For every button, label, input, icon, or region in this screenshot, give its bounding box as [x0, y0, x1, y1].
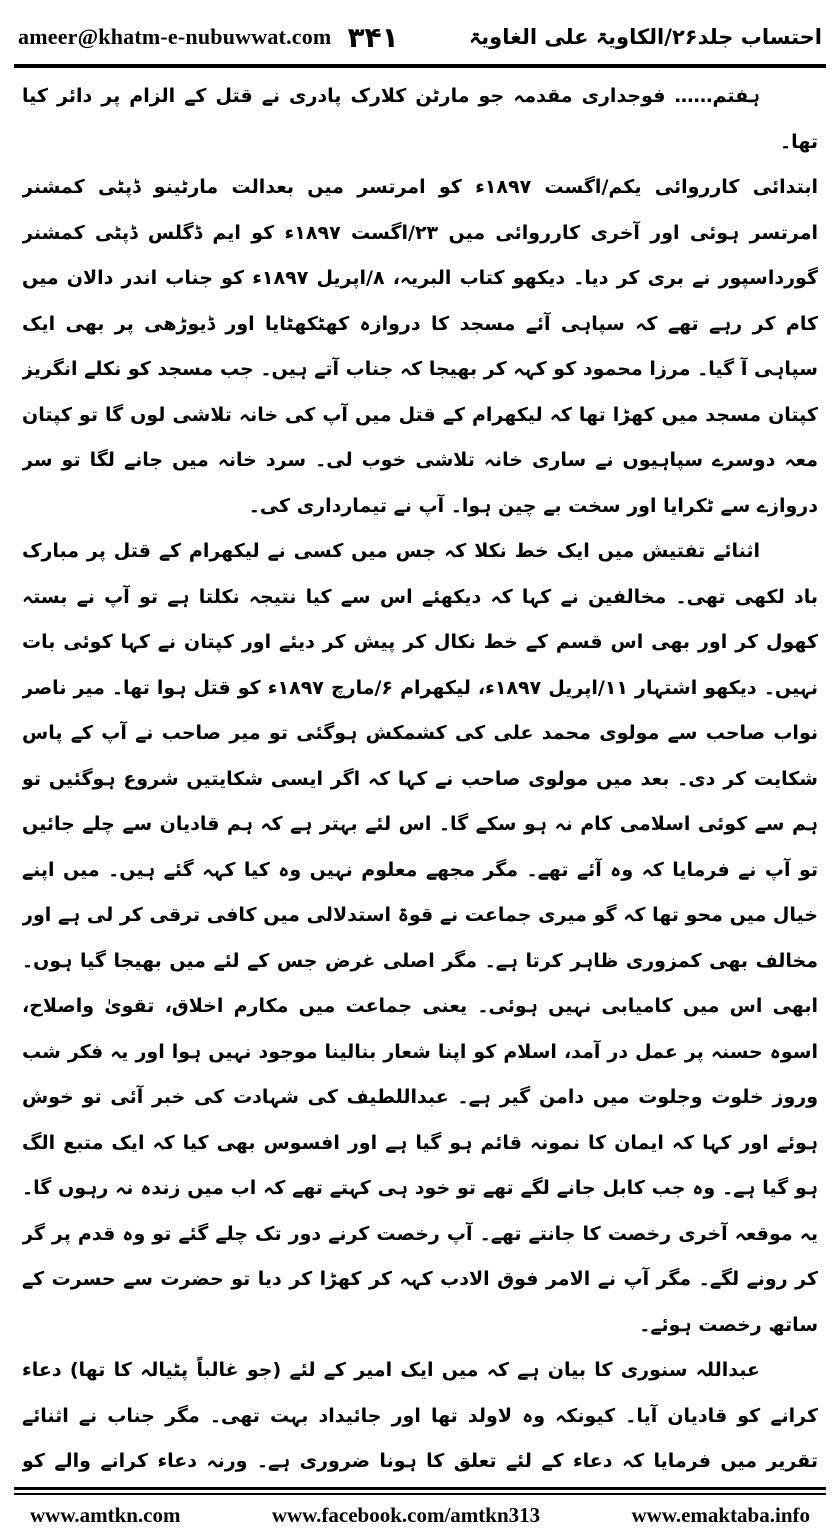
page-number: ۳۴۱	[347, 20, 399, 54]
paragraph: عبداللہ سنوری کا بیان ہے کہ میں ایک امیر کے لئے (جو غالباً پٹیالہ کا تھا) دعاء کرانے کو قادیان آیا۔ کیونکہ وہ لاولد تھا اور جائیداد بہت تھی۔ مگر جناب نے اثنائے تقریر میں فرمایا کہ دعاء کے لئے تعلق کا ہونا ضروری ہے۔ ورنہ دعاء کرانے والے کو	[22, 1359, 818, 1472]
footer-link-amtkn[interactable]: www.amtkn.com	[30, 1502, 181, 1527]
page-body	[22, 74, 818, 1484]
header-divider	[14, 64, 826, 68]
header-email: ameer@khatm-e-nubuwwat.com	[18, 24, 332, 49]
paragraph: ابتدائی کارروائی یکم/اگست ۱۸۹۷ء کو امرتسر میں بعدالت مارٹینو ڈپٹی کمشنر امرتسر ہوئی اور آخری کارروائی میں ۲۳/اگست ۱۸۹۷ء کو ایم ڈگلس ڈپٹی کمشنر گورداسپور نے بری کر دیا۔ دیکھو کتاب البریہ، ۸/اپریل ۱۸۹۷ء کو جناب اندر دالان میں کام کر رہے تھے کہ سپاہی آئے مسجد کا دروازہ کھٹکھٹایا اور ڈیوڑھی پر بھی ایک سپاہی آ گیا۔ مرزا محمود کو کہہ کر بھیجا کہ جناب آتے ہیں۔ جب مسجد کو نکلے انگریز کپتان مسجد میں کھڑا تھا کہ لیکھرام کے قتل میں آپ کی خانہ تلاشی لوں گا تو کپتان معہ دوسرے سپاہیوں نے ساری خانہ تلاشی خوب لی۔ سرد خانہ میں جانے لگا تو سر دروازے سے ٹکرایا اور سخت بے چین ہوا۔ آپ نے تیمارداری کی۔	[22, 176, 818, 517]
page-header	[18, 12, 822, 62]
footer-divider	[14, 1487, 826, 1495]
footer-link-emaktaba[interactable]: www.emaktaba.info	[631, 1502, 810, 1527]
book-title: احتساب جلد۲۶/الکاویۃ علی الغاویۃ	[468, 25, 822, 49]
footer-link-facebook[interactable]: www.facebook.com/amtkn313	[271, 1502, 541, 1527]
paragraph: اثنائے تفتیش میں ایک خط نکلا کہ جس میں کسی نے لیکھرام کے قتل پر مبارک باد لکھی تھی۔ مخالفین نے کہا کہ دیکھئے اس سے کیا نتیجہ نکلتا ہے تو آپ نے بستہ کھول کر اور بھی اس قسم کے خط نکال کر پیش کر دیئے اور کپتان نے کہا کوئی بات نہیں۔ دیکھو اشتہار ۱۱/اپریل ۱۸۹۷ء، لیکھرام ۶/مارچ ۱۸۹۷ء کو قتل ہوا تھا۔ میر ناصر نواب صاحب سے مولوی محمد علی کی کشمکش ہوگئی تو میر صاحب نے آپ کے پاس شکایت کر دی۔ بعد میں مولوی صاحب نے کہا کہ اگر ایسی شکایتیں شروع ہوگئیں تو ہم سے کوئی اسلامی کام نہ ہو سکے گا۔ اس لئے بہتر ہے کہ ہم قادیان سے چلے جائیں تو آپ نے فرمایا کہ وہ آئے تھے۔ مگر مجھے معلوم نہیں وہ کیا کہہ گئے ہیں۔ میں اپنے خیال میں محو تھا کہ گو میری جماعت نے قوۃ استدلالی میں کافی ترقی کر لی ہے اور مخالف بھی کمزوری ظاہر کرتا ہے۔ مگر اصلی غرض جس کے لئے میں بھیجا گیا ہوں۔ ابھی اس میں کامیابی نہیں ہوئی۔ یعنی جماعت میں مکارم اخلاق، تقویٰ واصلاح، اسوہ حسنہ پر عمل در آمد، اسلام کو اپنا شعار بنالینا موجود نہیں ہوا اور یہ فکر شب وروز خلوت وجلوت میں دامن گیر ہے۔ عبداللطیف کی شہادت کی خبر آئی تو خوش ہوئے اور کہا کہ ایمان کا نمونہ قائم ہو گیا ہے اور افسوس بھی کیا کہ ایک متبع الگ ہو گیا ہے۔ وہ جب کابل جانے لگے تھے تو خود ہی کہتے تھے کہ اب میں زندہ نہ رہوں گا۔ یہ موقعہ آخری رخصت کا جانتے تھے۔ آپ رخصت کرنے دور تک چلے گئے تو وہ قدم پر گر کر رونے لگے۔ مگر آپ نے الامر فوق الادب کہہ کر کھڑا کر دیا تو حضرت سے حسرت کے ساتھ رخصت ہوئے۔	[22, 540, 818, 1336]
header-left-group	[18, 21, 399, 54]
page-footer	[14, 1500, 826, 1530]
paragraph-heading: ہفتم…… فوجداری مقدمہ جو مارٹن کلارک پادری نے قتل کے الزام پر دائر کیا تھا۔	[22, 85, 818, 153]
